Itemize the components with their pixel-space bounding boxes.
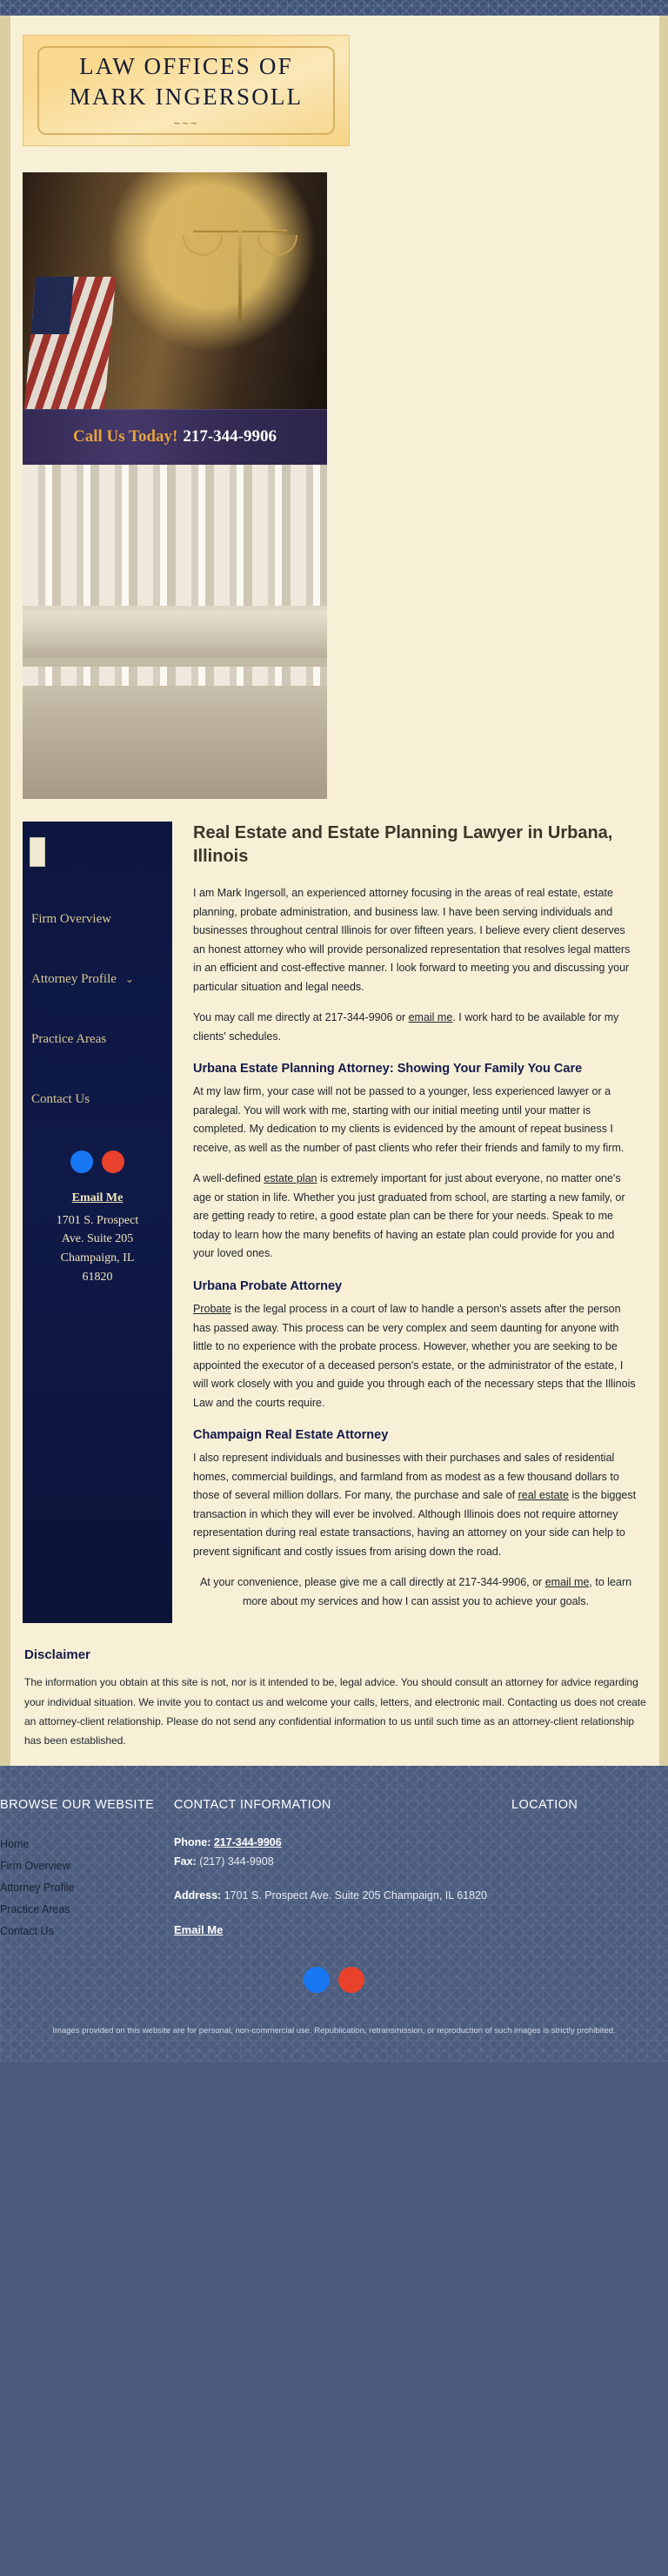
estate-plan-text-b: is extremely important for just about everyone, no matter one's age or station in life. Whether you just graduated from school, are starting a new family, or are getting ready to retire, a good estate plan can be there for your needs. Speak to me today to learn how the many benefits of having an estate plan could provide for you and your loved ones. xyxy=(193,1172,625,1260)
footer-location-column xyxy=(511,1797,659,1942)
logo-zone xyxy=(10,16,659,146)
closing-text-a: At your convenience, please give me a call directly at 217-344-9906, or xyxy=(199,1576,545,1589)
footer-columns xyxy=(0,1797,668,1942)
page-title: Real Estate and Estate Planning Lawyer in Urbana, Illinois xyxy=(193,823,613,866)
sidebar-email-link[interactable]: Email Me xyxy=(71,1191,124,1204)
estate-plan-text-a: A well-defined xyxy=(193,1172,264,1185)
sidebar-address-line: Champaign, IL xyxy=(60,1251,135,1265)
sidebar-social-row xyxy=(23,1150,172,1173)
disclaimer-heading: Disclaimer xyxy=(24,1647,90,1663)
scales-of-justice-icon xyxy=(188,205,292,336)
hero-phone-number[interactable]: 217-344-9906 xyxy=(183,427,277,446)
footer-address-label: Address: xyxy=(174,1889,222,1902)
search-input[interactable] xyxy=(30,837,45,867)
sidebar-address-line: 61820 xyxy=(82,1270,113,1284)
footer-link-attorney-profile[interactable]: Attorney Profile xyxy=(0,1881,75,1894)
probate-paragraph xyxy=(193,1300,638,1412)
logo-flourish-icon: ~~~ xyxy=(173,117,199,131)
site-logo[interactable] xyxy=(23,35,350,146)
hero-base-block xyxy=(153,719,327,799)
footer-social-row xyxy=(0,1967,668,1993)
closing-email-link[interactable]: email me xyxy=(544,1576,590,1589)
email-me-link[interactable]: email me xyxy=(408,1011,453,1023)
call-paragraph-text-b: . I work hard to be available for my clients' schedules. xyxy=(193,1011,619,1043)
facebook-icon[interactable] xyxy=(304,1967,330,1993)
footer-contact-column xyxy=(165,1797,511,1942)
footer-location-heading: LOCATION xyxy=(511,1798,578,1813)
real-estate-paragraph xyxy=(193,1449,638,1561)
estate-planning-paragraph-1: At my law firm, your case will not be passed to a younger, less experienced lawyer or a paralegal. You will work with me, starting with our initial meeting until your matter is completed. My dedication to my clients is evidenced by the amount of repeat business I receive, as well as the number of past clients who refer their friends and family to my firm. xyxy=(193,1085,625,1154)
estate-planning-paragraph-2 xyxy=(193,1170,638,1264)
chevron-down-icon[interactable]: ⌄ xyxy=(124,973,134,985)
call-us-label: Call Us Today! xyxy=(72,427,178,446)
footer-phone-line xyxy=(174,1834,511,1853)
closing-text-b: , to learn more about my services and how I can assist you to achieve your goals. xyxy=(242,1576,632,1607)
footer-link-firm-overview[interactable]: Firm Overview xyxy=(0,1859,70,1872)
main-content xyxy=(172,822,659,1623)
sidebar-item-firm-overview[interactable] xyxy=(23,889,172,949)
footer-fax-label: Fax: xyxy=(174,1855,197,1868)
sidebar-address-line: Ave. Suite 205 xyxy=(61,1232,134,1246)
facebook-icon[interactable] xyxy=(70,1150,93,1173)
footer-fax-line xyxy=(174,1853,511,1872)
footer-browse-heading: BROWSE OUR WEBSITE xyxy=(0,1798,155,1813)
section-heading-real-estate: Champaign Real Estate Attorney xyxy=(193,1428,389,1443)
section-heading-probate: Urbana Probate Attorney xyxy=(193,1278,343,1293)
section-heading-estate-planning: Urbana Estate Planning Attorney: Showing Your Family You Care xyxy=(193,1062,583,1076)
footer-fax-value: (217) 344-9908 xyxy=(199,1855,274,1868)
site-footer xyxy=(0,1766,668,2062)
sidebar-item-practice-areas[interactable] xyxy=(23,1010,172,1070)
content-row xyxy=(10,822,659,1623)
page-inner xyxy=(10,16,659,1766)
page-wrapper xyxy=(0,16,668,1766)
closing-paragraph xyxy=(193,1573,638,1611)
disclaimer-body: The information you obtain at this site is not, nor is it intended to be, legal advice. You should consult an attorney for advice regarding your individual situation. We invite you to contact us and welcome your calls, letters, and electronic mail. Contacting us does not create an attorney-client relationship. Please do not send any confidential information to us until such time as an attorney-client relationship has been established. xyxy=(24,1676,646,1747)
sidebar-item-label: Firm Overview xyxy=(31,912,112,926)
sidebar-item-label: Contact Us xyxy=(31,1092,90,1106)
footer-phone-label: Phone: xyxy=(174,1835,211,1848)
footer-link-contact-us[interactable]: Contact Us xyxy=(0,1924,54,1937)
sidebar-item-label: Attorney Profile xyxy=(31,972,117,986)
logo-line-2: MARK INGERSOLL xyxy=(69,83,304,110)
probate-link[interactable]: Probate xyxy=(193,1303,231,1316)
sidebar xyxy=(23,822,172,1623)
footer-link-home[interactable]: Home xyxy=(0,1837,30,1850)
footer-phone-value[interactable]: 217-344-9906 xyxy=(213,1835,282,1848)
real-estate-text-b: is the biggest transaction in which they will ever be involved. Although Illinois does not require attorney representation during real estate transactions, having an attorney on your side can help to prevent significant and costly issues from arising down the road. xyxy=(193,1489,637,1558)
hero-columns-photo xyxy=(23,465,327,799)
hero-image xyxy=(23,172,327,799)
sidebar-item-contact-us[interactable] xyxy=(23,1070,172,1130)
sidebar-item-attorney-profile[interactable] xyxy=(23,949,172,1010)
footer-link-practice-areas[interactable]: Practice Areas xyxy=(0,1902,70,1915)
american-flag-icon xyxy=(23,277,116,420)
intro-paragraph: I am Mark Ingersoll, an experienced attorney focusing in the areas of real estate, estate planning, probate administration, and business law. I have been serving individuals and businesses throughout central Illinois for over fifteen years. I believe every client deserves an honest attorney who will provide personalized representation that resolves legal matters in an efficient and cost-effective manner. I look forward to meeting you and discussing your particular situation and legal needs. xyxy=(193,887,631,993)
sidebar-contact-block xyxy=(23,1189,172,1286)
call-paragraph-text-a: You may call me directly at 217-344-9906 or xyxy=(193,1011,409,1023)
footer-legal-text: Images provided on this website are for personal, non-commercial use. Republication, retransmission, or reproduction of such images is strictly prohibited. xyxy=(52,2025,616,2036)
sidebar-address-line: 1701 S. Prospect xyxy=(56,1213,139,1227)
call-us-banner[interactable] xyxy=(23,409,327,465)
footer-email-link[interactable]: Email Me xyxy=(174,1923,224,1937)
decorative-top-band xyxy=(0,0,668,16)
real-estate-text-a: I also represent individuals and businesses with their purchases and sales of residential homes, commercial buildings, and farmland from as modest as a few thousand dollars to those of several million dollars. For many, the purchase and sale of xyxy=(193,1452,619,1502)
real-estate-link[interactable]: real estate xyxy=(518,1489,569,1502)
footer-browse-column xyxy=(0,1797,165,1942)
probate-text-b: is the legal process in a court of law to handle a person's assets after the person has passed away. This process can be very complex and seem daunting for anyone with little to no experience with the probate process. However, whether you are seeking to be appointed the executor of a deceased person's estate, or the administrator of the estate, I will work closely with you and guide you through each of the necessary steps that the Illinois Law and the courts require. xyxy=(193,1303,636,1409)
footer-address-value: 1701 S. Prospect Ave. Suite 205 Champaign, IL 61820 xyxy=(224,1889,487,1902)
google-plus-icon[interactable] xyxy=(338,1967,364,1993)
logo-line-1: LAW OFFICES OF xyxy=(79,52,293,79)
sidebar-item-label: Practice Areas xyxy=(31,1032,107,1046)
disclaimer-section xyxy=(24,1647,647,1750)
google-plus-icon[interactable] xyxy=(102,1150,124,1173)
footer-address-line xyxy=(174,1887,511,1906)
estate-plan-link[interactable]: estate plan xyxy=(264,1172,317,1185)
call-paragraph xyxy=(193,1009,638,1046)
hero-courthouse-photo xyxy=(23,172,327,420)
footer-contact-heading: CONTACT INFORMATION xyxy=(174,1798,331,1813)
